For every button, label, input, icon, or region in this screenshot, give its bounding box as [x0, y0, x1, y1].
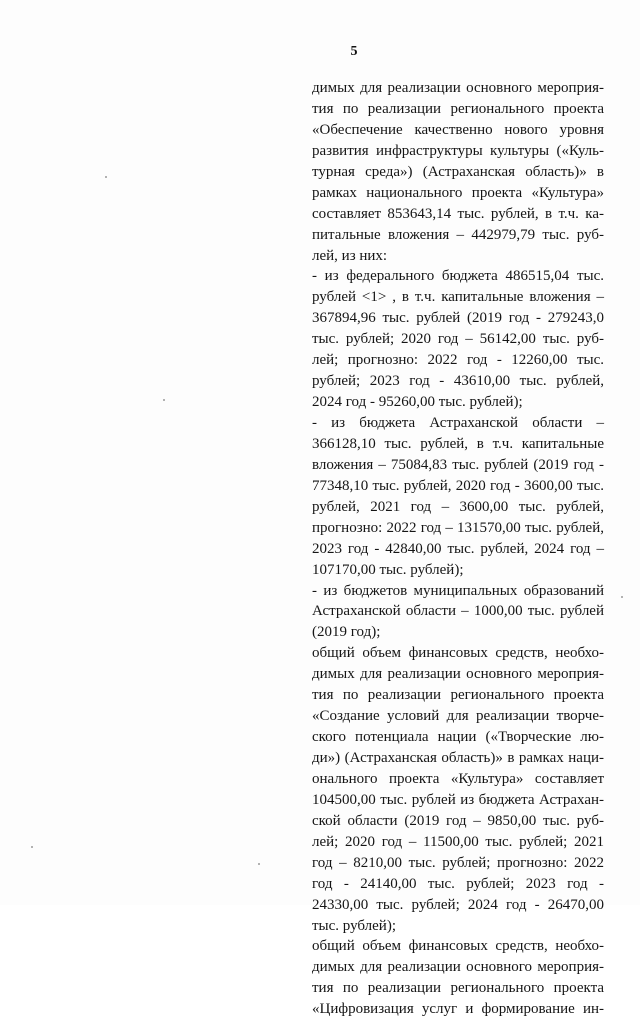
text-line: год – 8210,00 тыс. рублей; прогнозно: 2022: [312, 854, 604, 871]
text-line: 2023 год - 42840,00 тыс. рублей, 2024 год –: [312, 540, 604, 557]
text-line: лей; прогнозно: 2022 год - 12260,00 тыс.: [312, 352, 604, 369]
text-line: турная среда») (Астраханская область)» в: [312, 163, 604, 180]
text-line: 107170,00 тыс. рублей);: [312, 561, 464, 578]
text-line: тыс. рублей; 2020 год – 56142,00 тыс. руб-: [312, 331, 604, 348]
text-line: лей; 2020 год – 11500,00 тыс. рублей; 2021: [312, 833, 604, 850]
text-line: Астраханской области – 1000,00 тыс. рублей: [312, 603, 604, 620]
scan-speck: [258, 863, 260, 865]
text-line: рублей, 2021 год – 3600,00 тыс. рублей,: [312, 498, 604, 515]
scan-speck: [621, 596, 623, 598]
scan-speck: [105, 176, 107, 178]
text-line: «Создание условий для реализации творче-: [312, 708, 604, 725]
text-line: 2024 год - 95260,00 тыс. рублей);: [312, 394, 523, 411]
text-line: лей, из них:: [312, 247, 388, 264]
text-line: тия по реализации регионального проекта: [312, 687, 604, 704]
text-line: рублей; 2023 год - 43610,00 тыс. рублей,: [312, 373, 604, 390]
text-line: - из бюджетов муниципальных образований: [312, 582, 604, 599]
text-line: тия по реализации регионального проекта: [312, 980, 604, 997]
text-line: питальные вложения – 442979,79 тыс. руб-: [312, 226, 604, 243]
text-line: - из федерального бюджета 486515,04 тыс.: [312, 268, 604, 285]
text-line: 367894,96 тыс. рублей (2019 год - 279243,0: [312, 310, 604, 327]
scan-speck: [31, 846, 33, 848]
scan-speck: [163, 399, 165, 401]
text-line: развития инфраструктуры культуры («Куль-: [312, 142, 604, 159]
text-line: 104500,00 тыс. рублей из бюджета Астрахан-: [312, 791, 604, 808]
text-column: [312, 78, 604, 1020]
text-line: ди») (Астраханская область)» в рамках наци-: [312, 750, 604, 766]
text-line: димых для реализации основного мероприя-: [312, 80, 604, 96]
text-line: общий объем финансовых средств, необхо-: [312, 938, 604, 955]
text-line: 366128,10 тыс. рублей, в т.ч. капитальные: [312, 435, 604, 452]
text-line: составляет 853643,14 тыс. рублей, в т.ч. ка-: [312, 205, 604, 222]
page-number: 5: [350, 44, 358, 59]
text-line: ской области (2019 год – 9850,00 тыс. руб-: [312, 812, 604, 829]
text-line: прогнозно: 2022 год – 131570,00 тыс. рублей,: [312, 519, 604, 536]
text-line: «Цифровизация услуг и формирование ин-: [312, 1001, 604, 1018]
text-line: тыс. рублей);: [312, 917, 396, 934]
text-line: вложения – 75084,83 тыс. рублей (2019 год -: [312, 456, 604, 473]
text-line: общий объем финансовых средств, необхо-: [312, 645, 604, 662]
text-line: рублей <1> , в т.ч. капитальные вложения –: [312, 289, 604, 306]
text-line: 24330,00 тыс. рублей; 2024 год - 26470,00: [312, 896, 604, 913]
text-line: димых для реализации основного мероприя-: [312, 959, 604, 976]
text-line: рамках национального проекта «Культура»: [312, 184, 604, 201]
text-line: «Обеспечение качественно нового уровня: [312, 121, 604, 138]
text-line: - из бюджета Астраханской области –: [312, 415, 604, 431]
text-line: ского потенциала нации («Творческие лю-: [312, 729, 604, 746]
text-line: димых для реализации основного мероприя-: [312, 666, 604, 683]
text-line: тия по реализации регионального проекта: [312, 100, 604, 117]
text-line: 77348,10 тыс. рублей, 2020 год - 3600,00 тыс.: [312, 477, 604, 494]
text-line: онального проекта «Культура» составляет: [312, 770, 604, 787]
text-line: (2019 год);: [312, 624, 381, 641]
text-line: год - 24140,00 тыс. рублей; 2023 год -: [312, 875, 604, 892]
